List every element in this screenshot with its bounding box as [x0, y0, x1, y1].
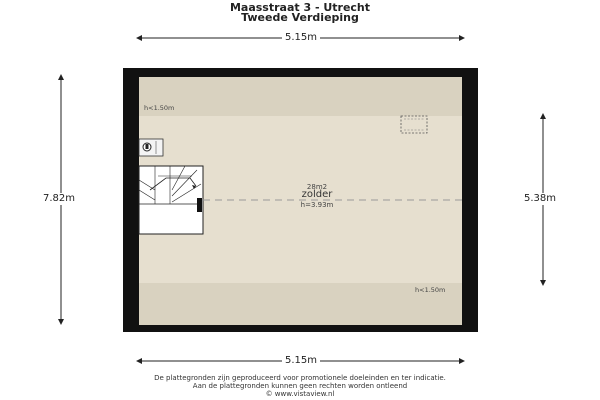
low-ceiling-top [139, 77, 462, 116]
footer-line-3: © www.vistaview.nl [265, 390, 335, 398]
left-depth-label: 7.82m [40, 193, 78, 205]
room-area: 28m2 [306, 183, 328, 191]
right-depth-label: 5.38m [521, 193, 559, 205]
low-ceiling-bottom [139, 283, 462, 325]
low-ceiling-note-top: h<1.50m [144, 104, 175, 112]
staircase [139, 166, 203, 234]
room-name: zolder [301, 189, 333, 200]
footer-line-2: Aan de plattegronden kunnen geen rechten worden ontleend [192, 382, 408, 390]
floor-name: Tweede Verdieping [241, 11, 359, 24]
top-width-label: 5.15m [282, 32, 320, 44]
low-ceiling-note-bottom: h<1.50m [415, 286, 446, 294]
bottom-width-label: 5.15m [282, 355, 320, 367]
footer-line-1: De plattegronden zijn geproduceerd voor promotionele doeleinden en ter indicatie. [154, 374, 446, 382]
room-height: h=3.93m [300, 201, 334, 209]
plan-title: Maasstraat 3 - Utrecht [229, 1, 371, 14]
